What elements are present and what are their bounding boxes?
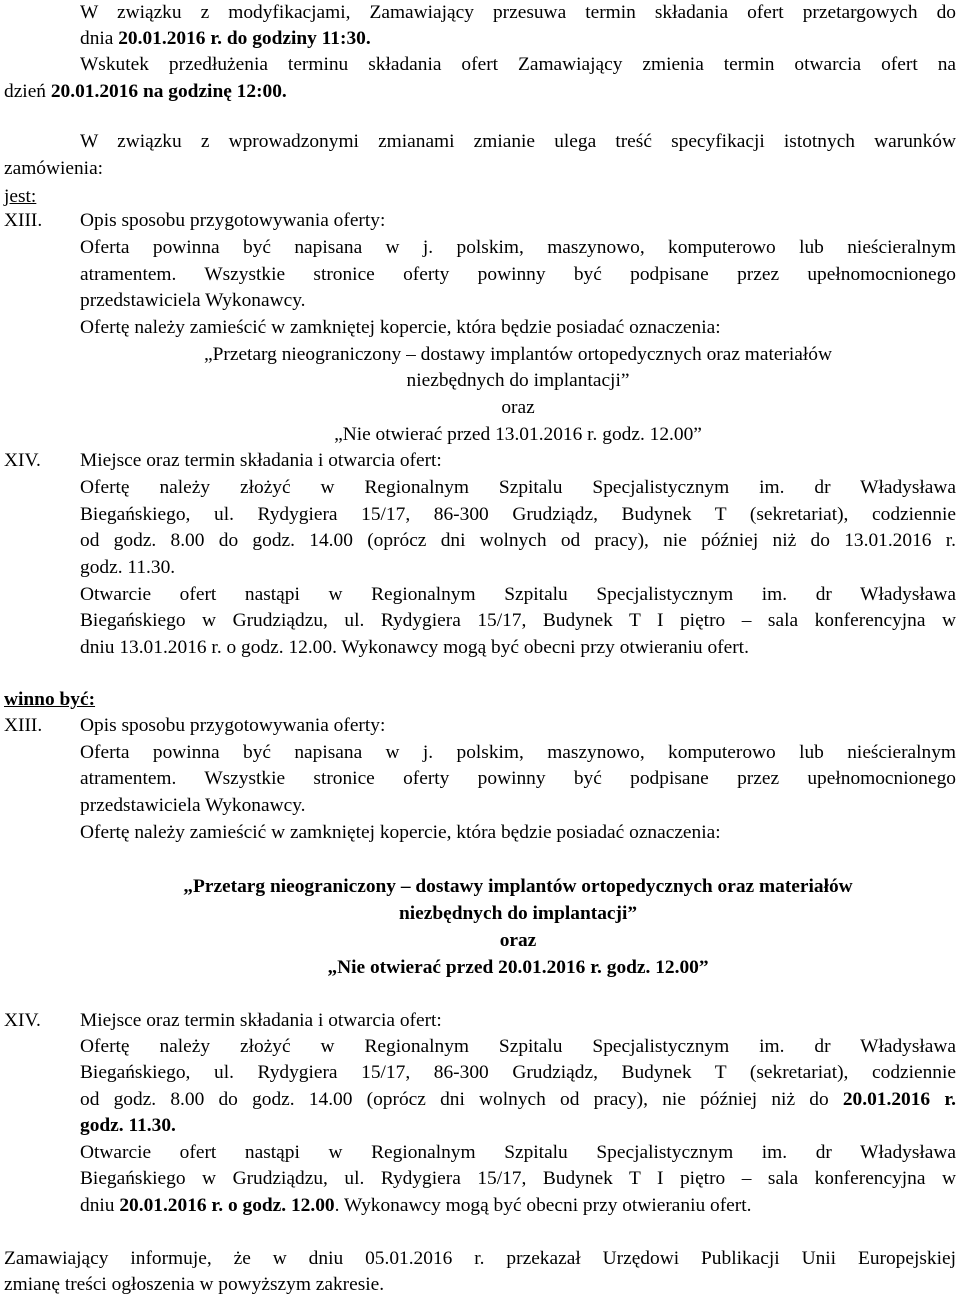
winno-xiv-line5: Otwarcie ofert nastąpi w Regionalnym Szpitalu Specjalistycznym im. dr Władysława — [80, 1142, 956, 1163]
jest-envelope-label-line1: „Przetarg nieograniczony – dostawy implantów ortopedycznych oraz materiałów — [204, 344, 832, 365]
winno-xiv-deadline-date: 20.01.2016 r. — [842, 1089, 956, 1110]
winno-xiv-heading: Miejsce oraz termin składania i otwarcia ofert: — [80, 1010, 442, 1031]
winno-xiv-line4: godz. 11.30. — [80, 1115, 176, 1136]
winno-envelope-label-line2: niezbędnych do implantacji” — [398, 903, 638, 924]
jest-label: jest: — [4, 186, 37, 207]
jest-xiv-heading: Miejsce oraz termin składania i otwarcia ofert: — [80, 450, 442, 471]
winno-xiv-line1: Ofertę należy złożyć w Regionalnym Szpitalu Specjalistycznym im. dr Władysława — [80, 1036, 956, 1057]
closing-line1: Zamawiający informuje, że w dniu 05.01.2016 r. przekazał Urzędowi Publikacji Unii Europejskiej — [4, 1248, 956, 1269]
winno-xiii-line3: przedstawiciela Wykonawcy. — [80, 795, 306, 816]
intro-opening-line2: dzień 20.01.2016 na godzinę 12:00. — [4, 81, 287, 102]
jest-xiii-heading: Opis sposobu przygotowywania oferty: — [80, 210, 386, 231]
jest-xiii-line1: Oferta powinna być napisana w j. polskim, maszynowo, komputerowo lub nieścieralnym — [80, 237, 956, 258]
change-notice-line2: zamówienia: — [4, 158, 104, 179]
jest-xiii-line2: atramentem. Wszystkie stronice oferty powinny być podpisane przez upełnomocnionego — [80, 264, 956, 285]
jest-xiii-line4: Ofertę należy zamieścić w zamkniętej kopercie, która będzie posiadać oznaczenia: — [80, 317, 721, 338]
jest-xiii-number: XIII. — [4, 210, 43, 231]
jest-xiv-line2: Biegańskiego, ul. Rydygiera 15/17, 86-300 Grudziądz, Budynek T (sekretariat), codziennie — [80, 504, 956, 525]
intro-opening-line1: Wskutek przedłużenia terminu składania ofert Zamawiający zmienia termin otwarcia ofert na — [80, 54, 956, 75]
winno-envelope-do-not-open: „Nie otwierać przed 20.01.2016 r. godz. 12.00” — [327, 957, 709, 978]
winno-xiv-line2: Biegańskiego, ul. Rydygiera 15/17, 86-300 Grudziądz, Budynek T (sekretariat), codziennie — [80, 1062, 956, 1083]
winno-label: winno być: — [4, 689, 96, 710]
winno-envelope-label-line1: „Przetarg nieograniczony – dostawy implantów ortopedycznych oraz materiałów — [183, 876, 853, 897]
jest-xiv-line7: dniu 13.01.2016 r. o godz. 12.00. Wykonawcy mogą być obecni przy otwieraniu ofert. — [80, 637, 749, 658]
winno-xiii-line2: atramentem. Wszystkie stronice oferty powinny być podpisane przez upełnomocnionego — [80, 768, 956, 789]
closing-line2: zmianę treści ogłoszenia w powyższym zakresie. — [4, 1274, 385, 1295]
winno-xiv-line3: od godz. 8.00 do godz. 14.00 (oprócz dni wolnych od pracy), nie później niż do 20.01.2016 r. — [80, 1089, 956, 1110]
intro-deadline-line1: W związku z modyfikacjami, Zamawiający przesuwa termin składania ofert przetargowych do — [80, 2, 956, 23]
jest-envelope-do-not-open: „Nie otwierać przed 13.01.2016 r. godz. 12.00” — [334, 424, 702, 445]
change-notice-line1: W związku z wprowadzonymi zmianami zmianie ulega treść specyfikacji istotnych warunków — [80, 131, 956, 152]
winno-xiii-line4: Ofertę należy zamieścić w zamkniętej kopercie, która będzie posiadać oznaczenia: — [80, 822, 721, 843]
jest-xiv-number: XIV. — [4, 450, 41, 471]
jest-xiv-line4: godz. 11.30. — [80, 557, 176, 578]
winno-xiii-number: XIII. — [4, 715, 43, 736]
winno-xiv-number: XIV. — [4, 1010, 41, 1031]
jest-xiv-line5: Otwarcie ofert nastąpi w Regionalnym Szpitalu Specjalistycznym im. dr Władysława — [80, 584, 956, 605]
jest-xiii-line3: przedstawiciela Wykonawcy. — [80, 290, 306, 311]
jest-xiv-line1: Ofertę należy złożyć w Regionalnym Szpitalu Specjalistycznym im. dr Władysława — [80, 477, 956, 498]
jest-xiv-line3: od godz. 8.00 do godz. 14.00 (oprócz dni wolnych od pracy), nie później niż do 13.01.2016 r. — [80, 530, 956, 551]
winno-xiv-opening-date: 20.01.2016 r. o godz. 12.00 — [119, 1195, 335, 1216]
jest-envelope-label-line2: niezbędnych do implantacji” — [406, 370, 630, 391]
winno-xiv-line6: Biegańskiego w Grudziądzu, ul. Rydygiera 15/17, Budynek T I piętro – sala konferencyjna w — [80, 1168, 956, 1189]
winno-xiv-line7: dniu 20.01.2016 r. o godz. 12.00. Wykonawcy mogą być obecni przy otwieraniu ofert. — [80, 1195, 752, 1216]
intro-opening-date: 20.01.2016 na godzinę 12:00. — [50, 81, 287, 102]
jest-xiv-line6: Biegańskiego w Grudziądzu, ul. Rydygiera 15/17, Budynek T I piętro – sala konferencyjna w — [80, 610, 956, 631]
intro-deadline-date: 20.01.2016 r. do godziny 11:30. — [118, 28, 371, 49]
intro-deadline-line2: dnia 20.01.2016 r. do godziny 11:30. — [80, 28, 371, 49]
winno-xiii-line1: Oferta powinna być napisana w j. polskim, maszynowo, komputerowo lub nieścieralnym — [80, 742, 956, 763]
jest-envelope-oraz: oraz — [501, 397, 535, 418]
winno-xiii-heading: Opis sposobu przygotowywania oferty: — [80, 715, 386, 736]
winno-envelope-oraz: oraz — [499, 930, 537, 951]
